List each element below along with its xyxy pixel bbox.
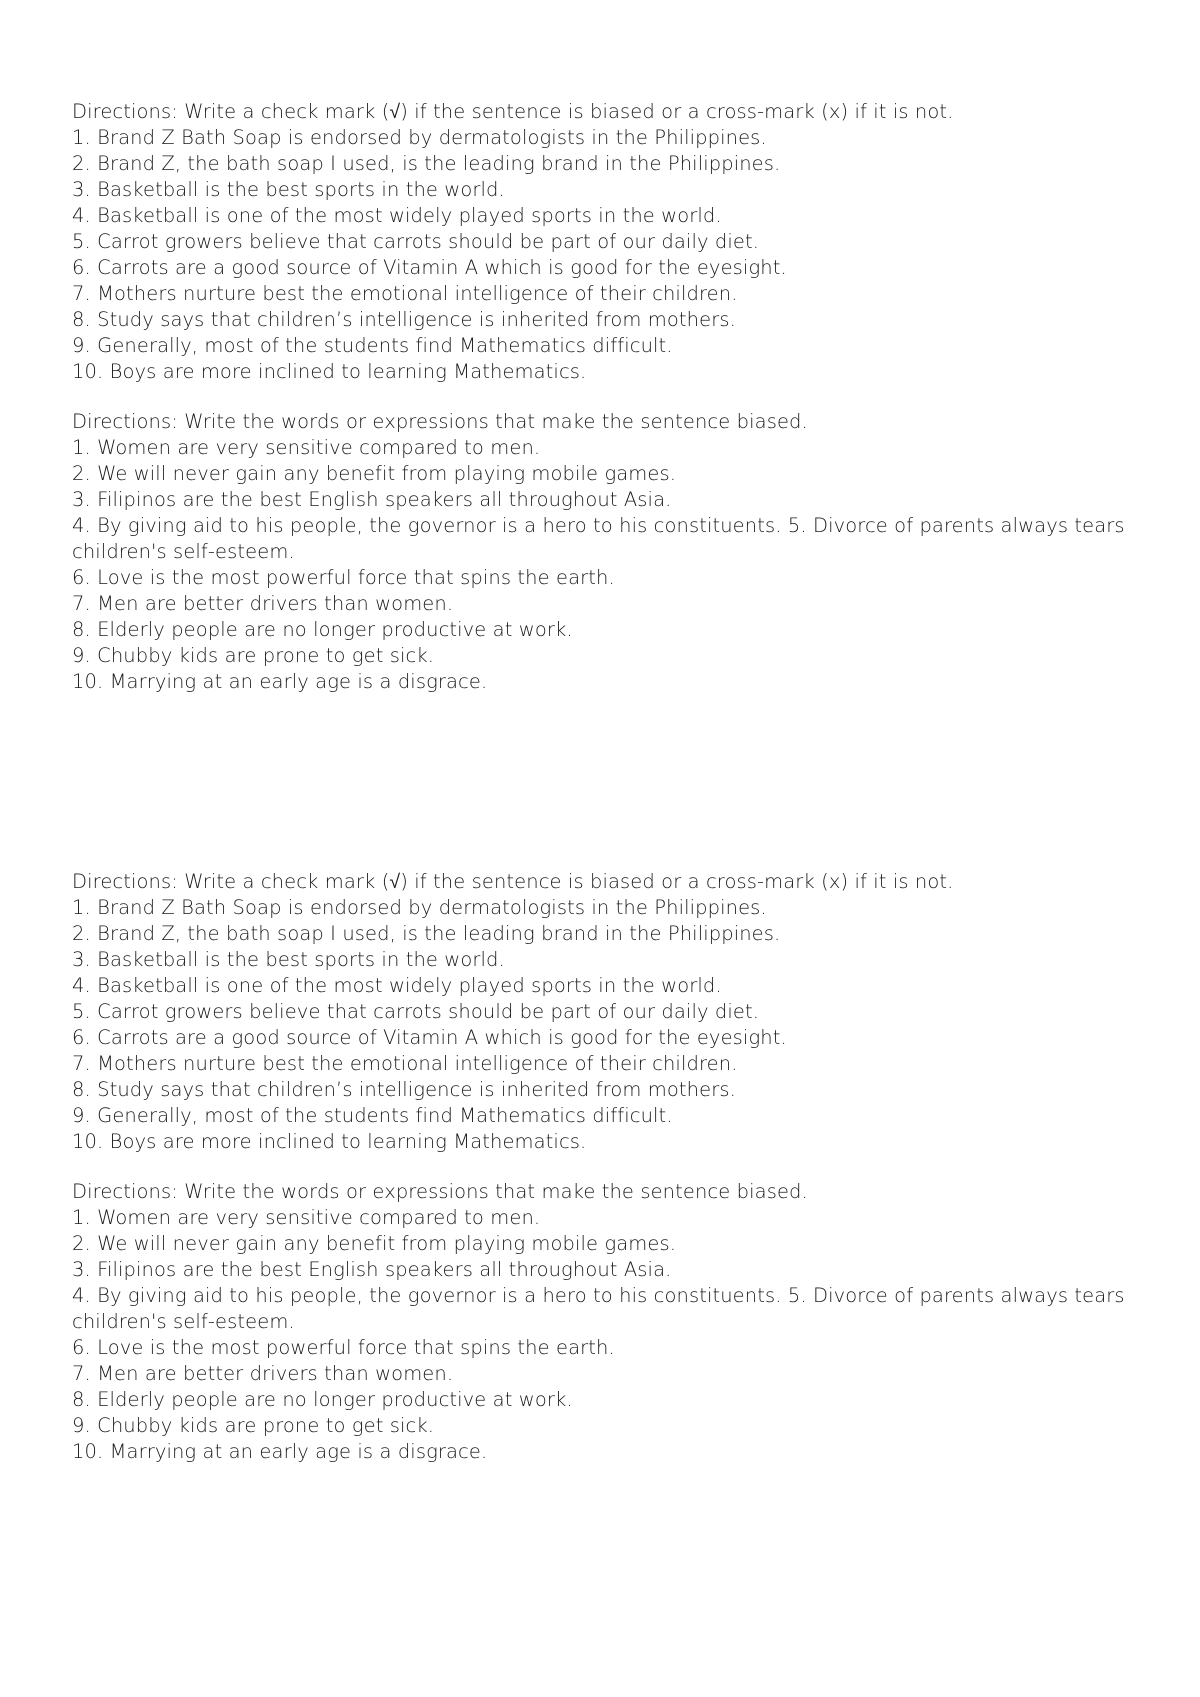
list-item: 1. Brand Z Bath Soap is endorsed by dermatologists in the Philippines. — [72, 126, 767, 149]
list-item: 2. We will never gain any benefit from playing mobile games. — [72, 1232, 677, 1255]
list-item: 9. Generally, most of the students find Mathematics difficult. — [72, 1104, 673, 1127]
biased-words-section — [72, 1179, 1132, 1465]
list-item: 10. Marrying at an early age is a disgrace. — [72, 1440, 488, 1463]
list-item: 4. By giving aid to his people, the governor is a hero to his constituents. 5. Divorce of parents always tears children's self-esteem. — [72, 1284, 1125, 1333]
directions-text: Directions: Write a check mark (√) if the sentence is biased or a cross-mark (x) if it is not. — [72, 870, 954, 893]
check-mark-section — [72, 869, 1132, 1155]
list-item: 5. Carrot growers believe that carrots should be part of our daily diet. — [72, 1000, 760, 1023]
list-item: 8. Study says that children’s intelligence is inherited from mothers. — [72, 308, 736, 331]
list-item: 8. Elderly people are no longer productive at work. — [72, 618, 573, 641]
list-item: 7. Mothers nurture best the emotional intelligence of their children. — [72, 282, 738, 305]
list-item: 8. Study says that children’s intelligence is inherited from mothers. — [72, 1078, 736, 1101]
list-item: 2. Brand Z, the bath soap I used, is the leading brand in the Philippines. — [72, 922, 781, 945]
directions-text: Directions: Write the words or expressions that make the sentence biased. — [72, 1180, 808, 1203]
list-item: 9. Chubby kids are prone to get sick. — [72, 1414, 435, 1437]
list-item: 3. Filipinos are the best English speakers all throughout Asia. — [72, 1258, 672, 1281]
list-item: 1. Brand Z Bath Soap is endorsed by dermatologists in the Philippines. — [72, 896, 767, 919]
biased-words-section — [72, 409, 1132, 695]
list-item: 7. Men are better drivers than women. — [72, 1362, 454, 1385]
list-item: 6. Love is the most powerful force that spins the earth. — [72, 1336, 615, 1359]
directions-text: Directions: Write the words or expressions that make the sentence biased. — [72, 410, 808, 433]
list-item: 3. Filipinos are the best English speakers all throughout Asia. — [72, 488, 672, 511]
list-item: 5. Carrot growers believe that carrots should be part of our daily diet. — [72, 230, 760, 253]
list-item: 7. Men are better drivers than women. — [72, 592, 454, 615]
list-item: 6. Carrots are a good source of Vitamin A which is good for the eyesight. — [72, 256, 787, 279]
list-item: 10. Marrying at an early age is a disgrace. — [72, 670, 488, 693]
list-item: 8. Elderly people are no longer productive at work. — [72, 1388, 573, 1411]
list-item: 10. Boys are more inclined to learning Mathematics. — [72, 1130, 587, 1153]
list-item: 1. Women are very sensitive compared to men. — [72, 1206, 541, 1229]
list-item: 7. Mothers nurture best the emotional intelligence of their children. — [72, 1052, 738, 1075]
list-item: 4. Basketball is one of the most widely played sports in the world. — [72, 974, 722, 997]
worksheet-copy-2 — [72, 869, 1132, 1465]
check-mark-section — [72, 99, 1132, 385]
list-item: 10. Boys are more inclined to learning Mathematics. — [72, 360, 587, 383]
worksheet-copy-1 — [72, 99, 1132, 695]
list-item: 2. We will never gain any benefit from playing mobile games. — [72, 462, 677, 485]
list-item: 3. Basketball is the best sports in the world. — [72, 178, 505, 201]
list-item: 4. By giving aid to his people, the governor is a hero to his constituents. 5. Divorce of parents always tears children's self-esteem. — [72, 514, 1125, 563]
list-item: 2. Brand Z, the bath soap I used, is the leading brand in the Philippines. — [72, 152, 781, 175]
list-item: 6. Love is the most powerful force that spins the earth. — [72, 566, 615, 589]
directions-text: Directions: Write a check mark (√) if the sentence is biased or a cross-mark (x) if it is not. — [72, 100, 954, 123]
list-item: 9. Generally, most of the students find Mathematics difficult. — [72, 334, 673, 357]
list-item: 9. Chubby kids are prone to get sick. — [72, 644, 435, 667]
list-item: 6. Carrots are a good source of Vitamin A which is good for the eyesight. — [72, 1026, 787, 1049]
list-item: 4. Basketball is one of the most widely played sports in the world. — [72, 204, 722, 227]
list-item: 3. Basketball is the best sports in the world. — [72, 948, 505, 971]
list-item: 1. Women are very sensitive compared to men. — [72, 436, 541, 459]
